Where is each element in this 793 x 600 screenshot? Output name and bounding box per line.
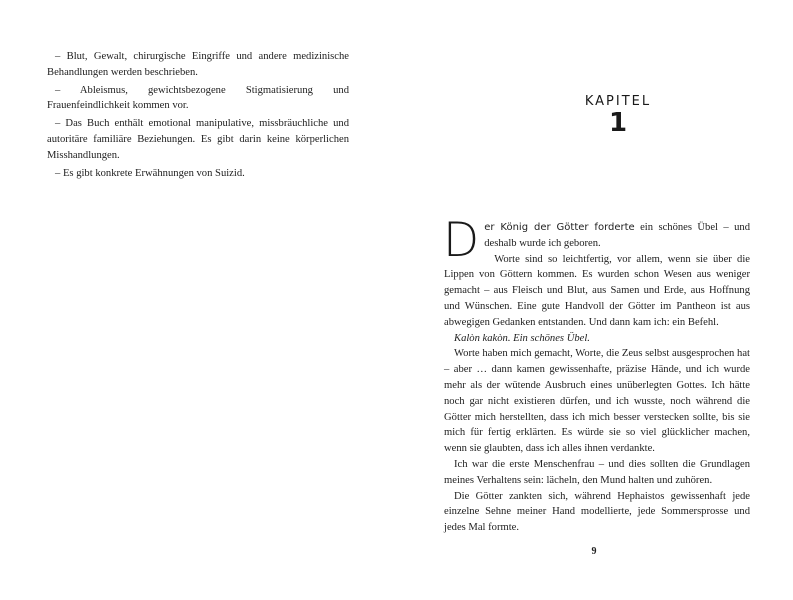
paragraph-6: Die Götter zankten sich, während Hephaistos gewissenhaft jede einzelne Sehne meiner Hand modellierte, jede Sommersprosse und jedes Mal formte. xyxy=(444,490,750,534)
content-warning-item: – Das Buch enthält emotional manipulative, missbräuchliche und autoritäre familiäre Beziehungen. Es gibt darin keine körperlichen Misshandlungen. xyxy=(47,118,349,161)
content-warnings-list xyxy=(47,49,349,183)
paragraph-5: Ich war die erste Menschenfrau – und dies sollten die Grundlagen meines Verhaltens sein: lächeln, den Mund halten und zuhören. xyxy=(444,458,750,486)
chapter-body xyxy=(443,213,750,536)
paragraph-2: Worte sind so leichtfertig, vor allem, wenn sie über die Lippen von Göttern kommen. Es wurden schon Wesen aus weniger gemacht – aus Fleisch und Blut, aus Samen und Erde, aus Hoffnung und Wünschen. Eine gute Handvoll der Götter im Pantheon ist aus abwegigen Gedanken entstanden. Und dann kam ich: ein Befehl. xyxy=(444,253,750,328)
chapter-number: 1 xyxy=(608,108,628,138)
drop-cap: D xyxy=(443,213,480,268)
content-warning-item: – Es gibt konkrete Erwähnungen von Suizid. xyxy=(55,167,245,179)
page-number: 9 xyxy=(591,546,597,557)
paragraph-4: Worte haben mich gemacht, Worte, die Zeus selbst ausgesprochen hat – aber … dann kamen gewissenhafte, präzise Hände, und ich wurde mehr als der wütende Ausbruch eines unüberlegten Gottes. Ich hätte noch gar nicht existieren dürfen, und ich wusste, noch während die Götter mich herstellten, dass ich mich besser verstecken sollte, bis sie mich für fertig erklärten. Es würde sie so viel glücklicher machen, wenn sie glaubten, dass ich alles ihnen verdankte. xyxy=(444,348,750,455)
chapter-label: KAPITEL xyxy=(584,94,652,109)
content-warning-item: – Ableismus, gewichtsbezogene Stigmatisierung und Frauenfeindlichkeit kommen vor. xyxy=(47,84,349,112)
paragraph-3: Kalòn kakòn. Ein schönes Übel. xyxy=(454,332,590,344)
left-page xyxy=(0,0,396,600)
paragraph-1-rest: ein schönes Übel – und deshalb wurde ich geboren. xyxy=(484,222,750,249)
content-warning-item: – Blut, Gewalt, chirurgische Eingriffe und andere medizinische Behandlungen werden beschrieben. xyxy=(47,51,349,78)
right-page xyxy=(396,0,793,600)
lead-in-text: er König der Götter forderte xyxy=(484,222,635,233)
paragraph-1 xyxy=(443,213,750,268)
